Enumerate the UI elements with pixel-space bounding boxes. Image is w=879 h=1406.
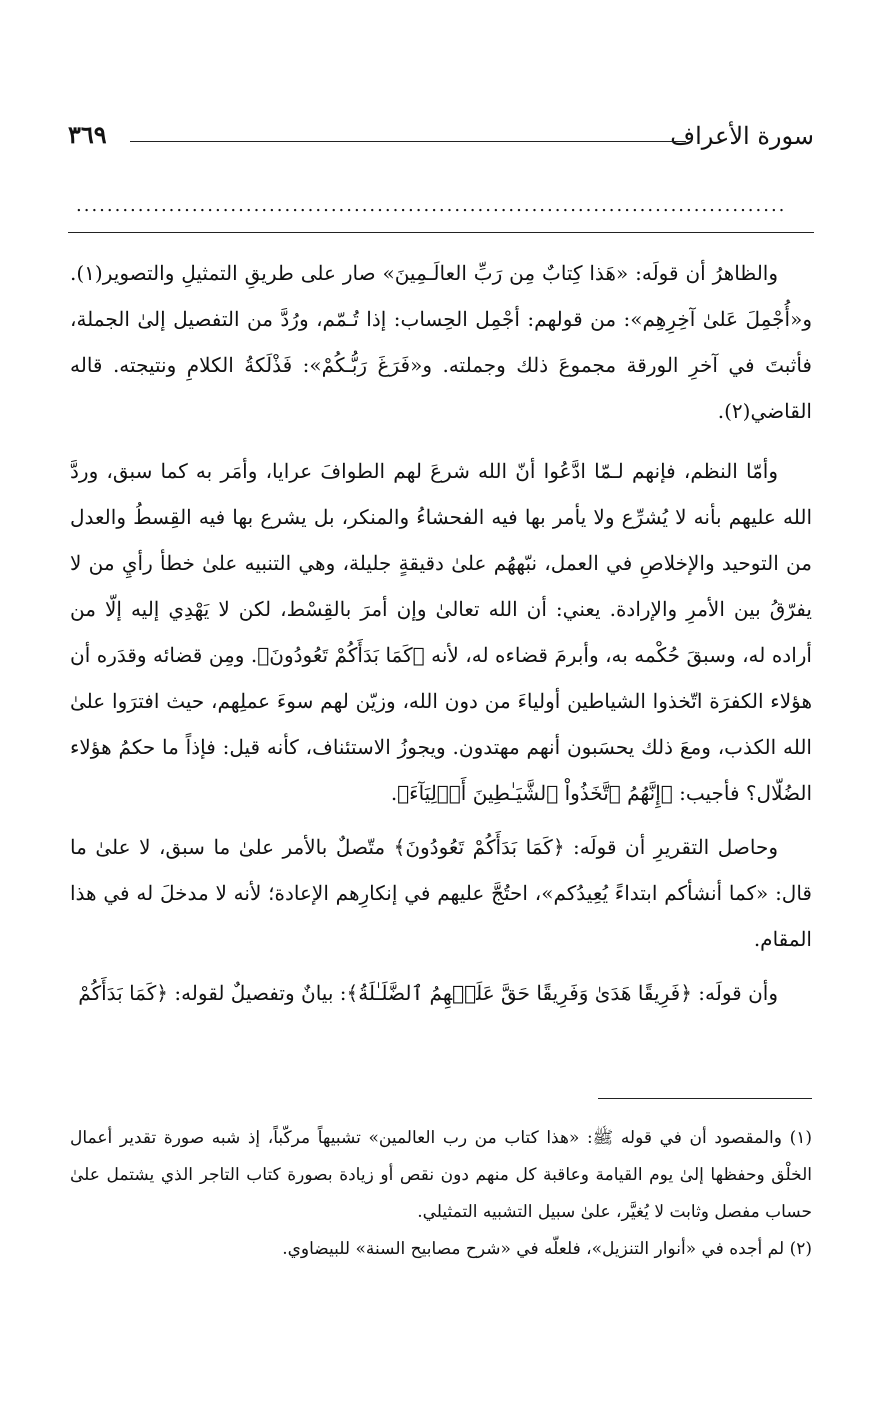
paragraph-2: وأمّا النظم، فإنهم لـمّا ادَّعُوا أنّ الله شرعَ لهم الطوافَ عرايا، وأمَر به كما سبق، وردَّ الله عليهم بأنه لا يُشرِّع ولا يأمر بها فيه الفحشاءُ والمنكر، بل يشرع بها فيه القِسطُ والعدل من التوحيد والإخلاصِ في العمل، نبّههُم علىٰ دقيقةٍ جليلة، وهي التنبيه علىٰ خطأ رأيِ من لا يفرّقُ بين الأمرِ والإرادة. يعني: أن الله تعالىٰ وإن أمرَ بالقِسْط، لكن لا يَهْدِي إليه إلّا من أراده له، وسبقَ حُكْمه به، وأبرمَ قضاءه له، لأنه ﴿كَمَا بَدَأَكُمْ تَعُودُونَ﴾. ومِن قضائه وقدَره أن هؤلاء الكفرَة اتّخذوا الشياطين أولياءَ من دون الله، وزيّن لهم سوءَ عملِهم، حيث افترَوا علىٰ الله الكذب، ومعَ ذلك يحسَبون أنهم مهتدون. ويجوزُ الاستئناف، كأنه قيل: فإذاً ما حكمُ هؤلاء الضُلّال؟ فأجيب: ﴿إِنَّهُمُ ٱتَّخَذُواْ ٱلشَّيَـٰطِينَ أَوۡلِيَآءَ﴾.: [70, 459, 812, 805]
top-rule: [68, 232, 814, 233]
paragraph-1: والظاهرُ أن قولَه: «هَذا كِتابٌ مِن رَبِّ العالَـمِينَ» صار على طريقِ التمثيلِ والتصوير(١). و«أُجْمِلَ عَلىٰ آخِرِهِم»: من قولهم: أجْمِل الحِساب: إذا تُـمّم، ورُدَّ من التفصيل إلىٰ الجملة، فأثبتَ في آخرِ الورقة مجموعَ ذلك وجملته. و«فَرَغَ رَبُّـكُمْ»: فَذْلَكةُ الكلامِ ونتيجته. قاله القاضي(٢).: [70, 261, 812, 423]
paragraph-3: وحاصل التقريرِ أن قولَه: ﴿كَمَا بَدَأَكُمْ تَعُودُونَ﴾ متّصلٌ بالأمر علىٰ ما سبق، لا علىٰ ما قال: «كما أنشأكم ابتداءً يُعِيدُكم»، احتُجَّ عليهم في إنكارِهم الإعادة؛ لأنه لا مدخلَ له في هذا المقام.: [70, 835, 812, 951]
paragraph-4: وأن قولَه: ﴿فَرِيقًا هَدَىٰ وَفَرِيقًا حَقَّ عَلَيۡهِمُ ٱلضَّلَـٰلَةُ﴾: بيانٌ وتفصيلٌ لقوله: ﴿كَمَا بَدَأَكُمْ: [78, 981, 778, 1005]
page-number: ٣٦٩: [68, 120, 107, 149]
running-header: [68, 118, 814, 158]
footnotes: [70, 1120, 812, 1268]
footnote-rule: [598, 1098, 812, 1099]
header-rule: [130, 141, 686, 142]
surah-title: سورة الأعراف: [670, 122, 814, 150]
footnote-2: (٢) لم أجده في «أنوار التنزيل»، فلعلّه في «شرح مصابيح السنة» للبيضاوي.: [282, 1239, 812, 1259]
main-text: [70, 250, 812, 1024]
dotted-separator: ............................................................................................: [76, 196, 787, 216]
footnote-1: (١) والمقصود أن في قوله ﷺ: «هذا كتاب من رب العالمين» تشبيهاً مركّباً، إذ شبه صورة تقدير أعمال الخلْق وحفظها إلىٰ يوم القيامة وعاقبة كل منهم دون نقص أو زيادة بصورة كتاب التاجر الذي يشتمل علىٰ حساب مفصل وثابت لا يُغيَّر، علىٰ سبيل التشبيه التمثيلي.: [70, 1128, 812, 1222]
